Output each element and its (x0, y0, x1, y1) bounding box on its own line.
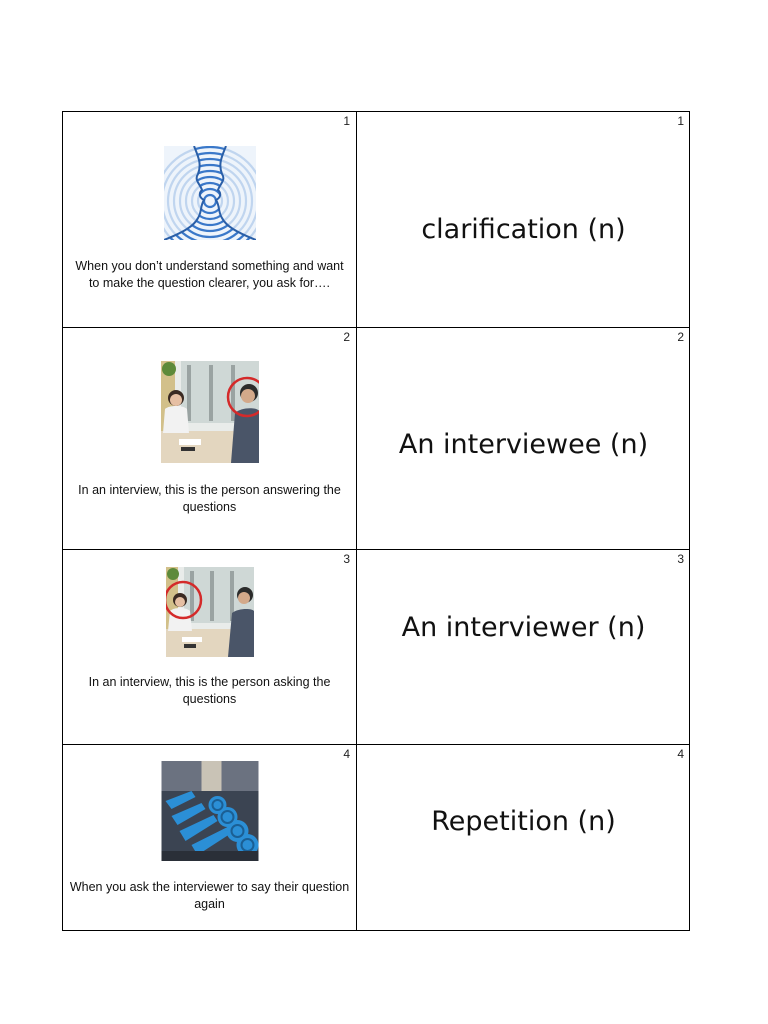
flashcard-table (62, 111, 690, 931)
card-number: 1 (343, 114, 350, 128)
card-number: 1 (677, 114, 684, 128)
card-2-word-cell (357, 328, 690, 550)
card-number: 4 (343, 747, 350, 761)
card-description: When you don’t understand something and want to make the question clearer, you ask for…. (75, 259, 344, 290)
interview-interviewer-circled-image (166, 567, 254, 657)
card-4-definition-cell (63, 745, 357, 930)
card-3-definition-cell (63, 550, 357, 745)
card-description: In an interview, this is the person asking the questions (88, 675, 331, 706)
vocabulary-word: An interviewee (n) (398, 429, 649, 460)
card-number: 4 (677, 747, 684, 761)
card-description: In an interview, this is the person answering the questions (78, 483, 341, 514)
card-3-word-cell (357, 550, 690, 745)
card-4-word-cell (357, 745, 690, 930)
row-of-blue-bikes-image (161, 761, 258, 861)
card-number: 3 (677, 552, 684, 566)
card-number: 2 (677, 330, 684, 344)
vocabulary-word: clarification (n) (421, 214, 626, 245)
two-heads-ripple-image (164, 146, 256, 240)
card-2-definition-cell (63, 328, 357, 550)
card-number: 2 (343, 330, 350, 344)
vocabulary-word: Repetition (n) (431, 806, 616, 837)
card-1-word-cell (357, 112, 690, 328)
interview-interviewee-circled-image (161, 361, 259, 463)
card-1-definition-cell (63, 112, 357, 328)
card-description: When you ask the interviewer to say their question again (69, 880, 350, 911)
vocabulary-word: An interviewer (n) (401, 612, 646, 643)
card-number: 3 (343, 552, 350, 566)
